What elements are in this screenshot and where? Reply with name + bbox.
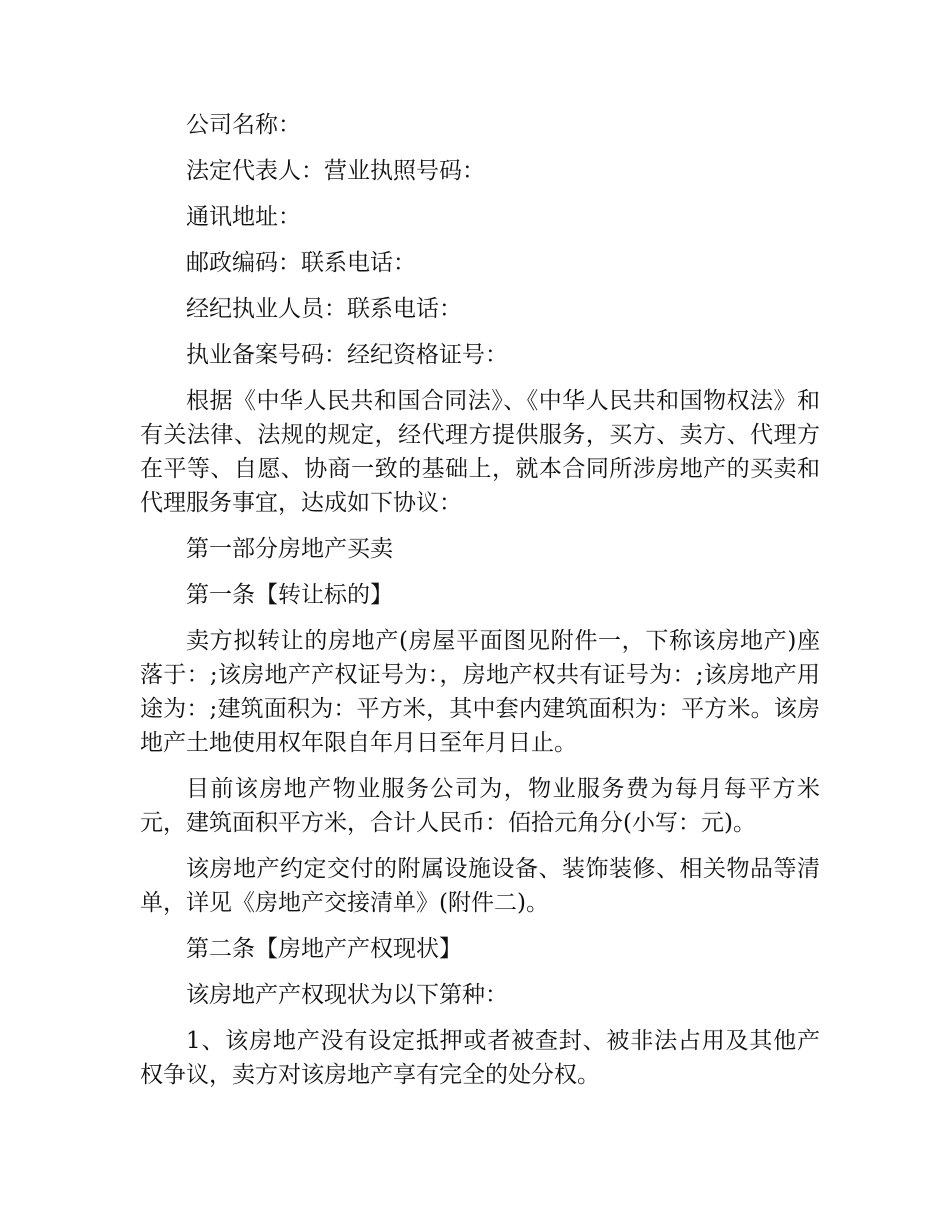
legal-representative-line: 法定代表人：营业执照号码： <box>186 158 485 184</box>
article-two-heading: 第二条【房地产产权现状】 <box>186 936 462 962</box>
status-option-one-paragraph: 1、该房地产没有设定抵押或者被查封、被非法占用及其他产权争议，卖方对该房地产享有完全的处分权。 <box>140 1028 820 1088</box>
agent-staff-line: 经纪执业人员：联系电话： <box>186 296 462 322</box>
attached-facilities-paragraph: 该房地产约定交付的附属设施设备、装饰装修、相关物品等清单，详见《房地产交接清单》(附件二)。 <box>140 856 820 916</box>
property-status-line: 该房地产产权现状为以下第种： <box>186 982 508 1008</box>
property-service-paragraph: 目前该房地产物业服务公司为，物业服务费为每月每平方米元，建筑面积平方米，合计人民币：佰拾元角分(小写：元)。 <box>140 776 820 836</box>
article-one-heading: 第一条【转让标的】 <box>186 582 393 608</box>
registration-number-line: 执业备案号码：经纪资格证号： <box>186 342 508 368</box>
document-body <box>140 108 820 1104</box>
address-line: 通讯地址： <box>186 204 301 230</box>
part-one-heading: 第一部分房地产买卖 <box>186 536 393 562</box>
preamble-paragraph: 根据《中华人民共和国合同法》、《中华人民共和国物权法》和有关法律、法规的规定，经代理方提供服务，买方、卖方、代理方在平等、自愿、协商一致的基础上，就本合同所涉房地产的买卖和代理服务事宜，达成如下协议： <box>140 388 820 516</box>
company-name-line: 公司名称： <box>186 112 301 138</box>
transfer-subject-paragraph: 卖方拟转让的房地产(房屋平面图见附件一，下称该房地产)座落于：;该房地产产权证号为：，房地产权共有证号为：;该房地产用途为：;建筑面积为：平方米，其中套内建筑面积为：平方米。该房地产土地使用权年限自年月日至年月日止。 <box>140 628 820 756</box>
postal-code-line: 邮政编码：联系电话： <box>186 250 416 276</box>
